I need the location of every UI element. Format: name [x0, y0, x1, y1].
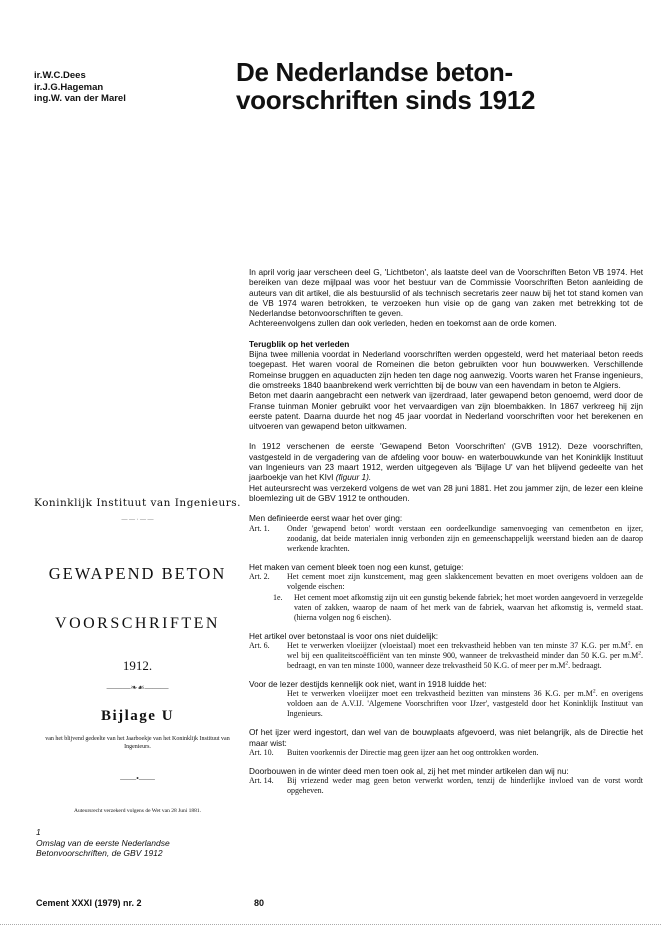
author-name: ir.W.C.Dees: [34, 70, 86, 81]
cover-institute: Koninklijk Instituut van Ingenieurs.: [34, 497, 241, 509]
lead-sentence: Het maken van cement bleek toen nog een kunst, getuige:: [249, 561, 464, 572]
article-number: Art. 14.: [249, 776, 274, 786]
author-name: ir.J.G.Hageman: [34, 81, 104, 93]
article-quote: [249, 524, 643, 554]
cover-bijlage: Bijlage U: [100, 708, 175, 724]
caption-line: Betonvoorschriften, de GBV 1912: [36, 848, 163, 858]
cover-divider: — — · — —: [121, 517, 154, 523]
page-number: 80: [254, 898, 265, 908]
intro-paragraph: In april vorig jaar verscheen deel G, 'Lichtbeton', als laatste deel van de Voorschriften Beton VB 1974. Het bereiken van deze mijlpaal was voor het bestuur van de Commissie Voorschriften Beton aanleiding de auteurs van dit artikel, die als bestuurslid of als technisch secretaris zeer nauw bij het tot stand komen van de VB 1974 waren betrokken, te verzoeken hun visie op de gang van zaken met betrekking tot de Nederlandse betonvoorschriften te geven.: [249, 267, 643, 319]
article-text: Buiten voorkennis der Directie mag geen ijzer aan het oog onttrokken worden.: [287, 748, 539, 758]
intro-paragraph: Achtereenvolgens zullen dan ook verleden, heden en toekomst aan de orde komen.: [249, 318, 557, 329]
history-paragraph: Bijna twee millenia voordat in Nederland voorschriften werden opgesteld, werd het materiaal beton reeds toegepast. Het waren vooral de Romeinen die beton gebruikten voor hun bouwwerken. Verschillende Romeinse bruggen en aquaducten zijn heden ten dage nog aanwezig. Voorts waren het Franse ingenieurs, die omstreeks 1840 baanbrekend werk verrichtten bij de bouw van een havendam in beton te Algiers.: [249, 349, 643, 390]
caption-line: Omslag van de eerste Nederlandse: [36, 837, 170, 848]
article-title: [236, 58, 636, 114]
article-number: 1e.: [273, 592, 283, 602]
author-list: [34, 70, 126, 105]
article-number: Art. 6.: [249, 641, 270, 651]
figure-reference: (figuur 1).: [335, 472, 372, 483]
lead-sentence: Doorbouwen in de winter deed men toen ook al, zij het met minder artikelen dan wij nu:: [249, 766, 569, 777]
article-quote: Art. 6. Het te verwerken vloeiijzer (vloeistaal) moet een trekvastheid hebben van ten minste 37 K.G. per $m.M^2$. en wel bij een qualiteitscoëfficiënt van ten minste 900, wanneer de trekvastheid minder dan 50 K.G. per $m.M^2$. bedraagt, en van ten minste 1000, wanneer deze trekvastheid 50 K.G. of meer per $m.M^2$. bedraagt.: [249, 640, 643, 671]
cover-year: 1912.: [122, 658, 153, 673]
article-body: [249, 267, 643, 796]
title-line: De Nederlandse beton-: [236, 57, 513, 87]
article-quote: [249, 748, 643, 758]
article-text: Onder 'gewapend beton' wordt verstaan een oordeelkundige samenvoeging van cementbeton en ijzer, zoodanig, dat beide materialen innig verbonden zijn en gemeenschappelijk weerstand bieden aan de daarop werkende krachten.: [287, 523, 643, 553]
article-quote: Het te verwerken vloeiijzer moet een trekvastheid bezitten van minstens 36 K.G. per $m.M^2$. en overigens voldoen aan de A.V.IJ. 'Algemene Voorschriften voor IJzer', vastgesteld door het Koninklijk Instituut van Ingenieurs.: [287, 688, 644, 719]
article-number: Art. 1.: [249, 523, 270, 533]
caption-number: 1: [36, 827, 41, 837]
article-subclause: [249, 593, 643, 623]
lead-sentence: Men definieerde eerst waar het over ging:: [249, 513, 403, 524]
gvb-paragraph: In 1912 verschenen de eerste 'Gewapend Beton Voorschriften' (GVB 1912). Deze voorschriften, vastgesteld in de vergadering van de afdeling voor bouw- en waterbouwkunde van het Koninklijk Instituut van Ingenieurs van 23 maart 1912, werden uitgegeven als 'Bijlage U' van het blijvend gedeelte van het jaarboekje van het KIvI (figuur 1).: [249, 441, 643, 483]
article-number: Art. 10.: [249, 748, 274, 758]
lead-sentence: Voor de lezer destijds kennelijk ook niet, want in 1918 luidde het:: [249, 679, 487, 690]
history-paragraph: Beton met daarin aangebracht een netwerk van ijzerdraad, later gewapend beton genoemd, werd door de Franse tuinman Monier gebruikt voor het vervaardigen van zijn bloembakken. In 1867 verkreeg hij zijn eerste patent. Daarna duurde het nog 45 jaar voordat in Nederland voorschriften voor het berekenen en uitvoeren van gewapend beton uitkwamen.: [249, 390, 643, 432]
cover-copyright: Auteursrecht verzekerd volgens de Wet van 28 Juni 1881.: [74, 808, 201, 814]
footer-rule: [0, 924, 661, 925]
cover-heading: GEWAPEND BETON: [48, 564, 227, 583]
article-quote: [249, 776, 643, 796]
article-text: Bij vriezend weder mag geen beton verwerkt worden, tenzij de hinderlijke invloed van de vorst wordt opgeheven.: [287, 776, 643, 796]
cover-ornament: ——•——: [120, 774, 155, 783]
lead-sentence: Het artikel over betonstaal is voor ons niet duidelijk:: [249, 630, 439, 641]
article-text: Het cement moet afkomstig zijn uit een gunstig bekende fabriek; het moet worden aangevoerd in verzegelde vaten of zakken, waarop de naam of het merk van de fabriek, waarvan het afkomstig is, vermeld staat. (hierna volgen nog 6 eischen).: [294, 592, 643, 622]
article-number: Art. 2.: [249, 571, 270, 581]
author-name: ing.W. van der Marel: [34, 93, 126, 104]
cover-ornament: ———❧☙———: [106, 683, 169, 692]
article-quote: [249, 572, 643, 592]
cover-heading: VOORSCHRIFTEN: [55, 615, 220, 632]
lead-sentence: Of het ijzer werd ingestort, dan wel van de bouwplaats afgevoerd, was niet belangrijk, als de Directie het maar wist:: [249, 727, 643, 748]
footer-journal: Cement XXXI (1979) nr. 2: [36, 898, 142, 908]
gvb-paragraph: Het auteursrecht was verzekerd volgens de wet van 28 juni 1881. Het zou jammer zijn, de lezer een kleine bloemlezing uit de GBV 1912 te onthouden.: [249, 482, 643, 503]
figure-caption: [36, 827, 241, 859]
section-heading: Terugblik op het verleden: [249, 338, 350, 349]
cover-subtitle: van het blijvend gedeelte van het Jaarboekje van het Koninklijk Instituut van Ingenieurs.: [45, 736, 230, 750]
title-line: voorschriften sinds 1912: [236, 85, 536, 115]
article-text: Het cement moet zijn kunstcement, mag geen slakkencement bevatten en moet overigens voldoen aan de volgende eischen:: [287, 571, 643, 591]
